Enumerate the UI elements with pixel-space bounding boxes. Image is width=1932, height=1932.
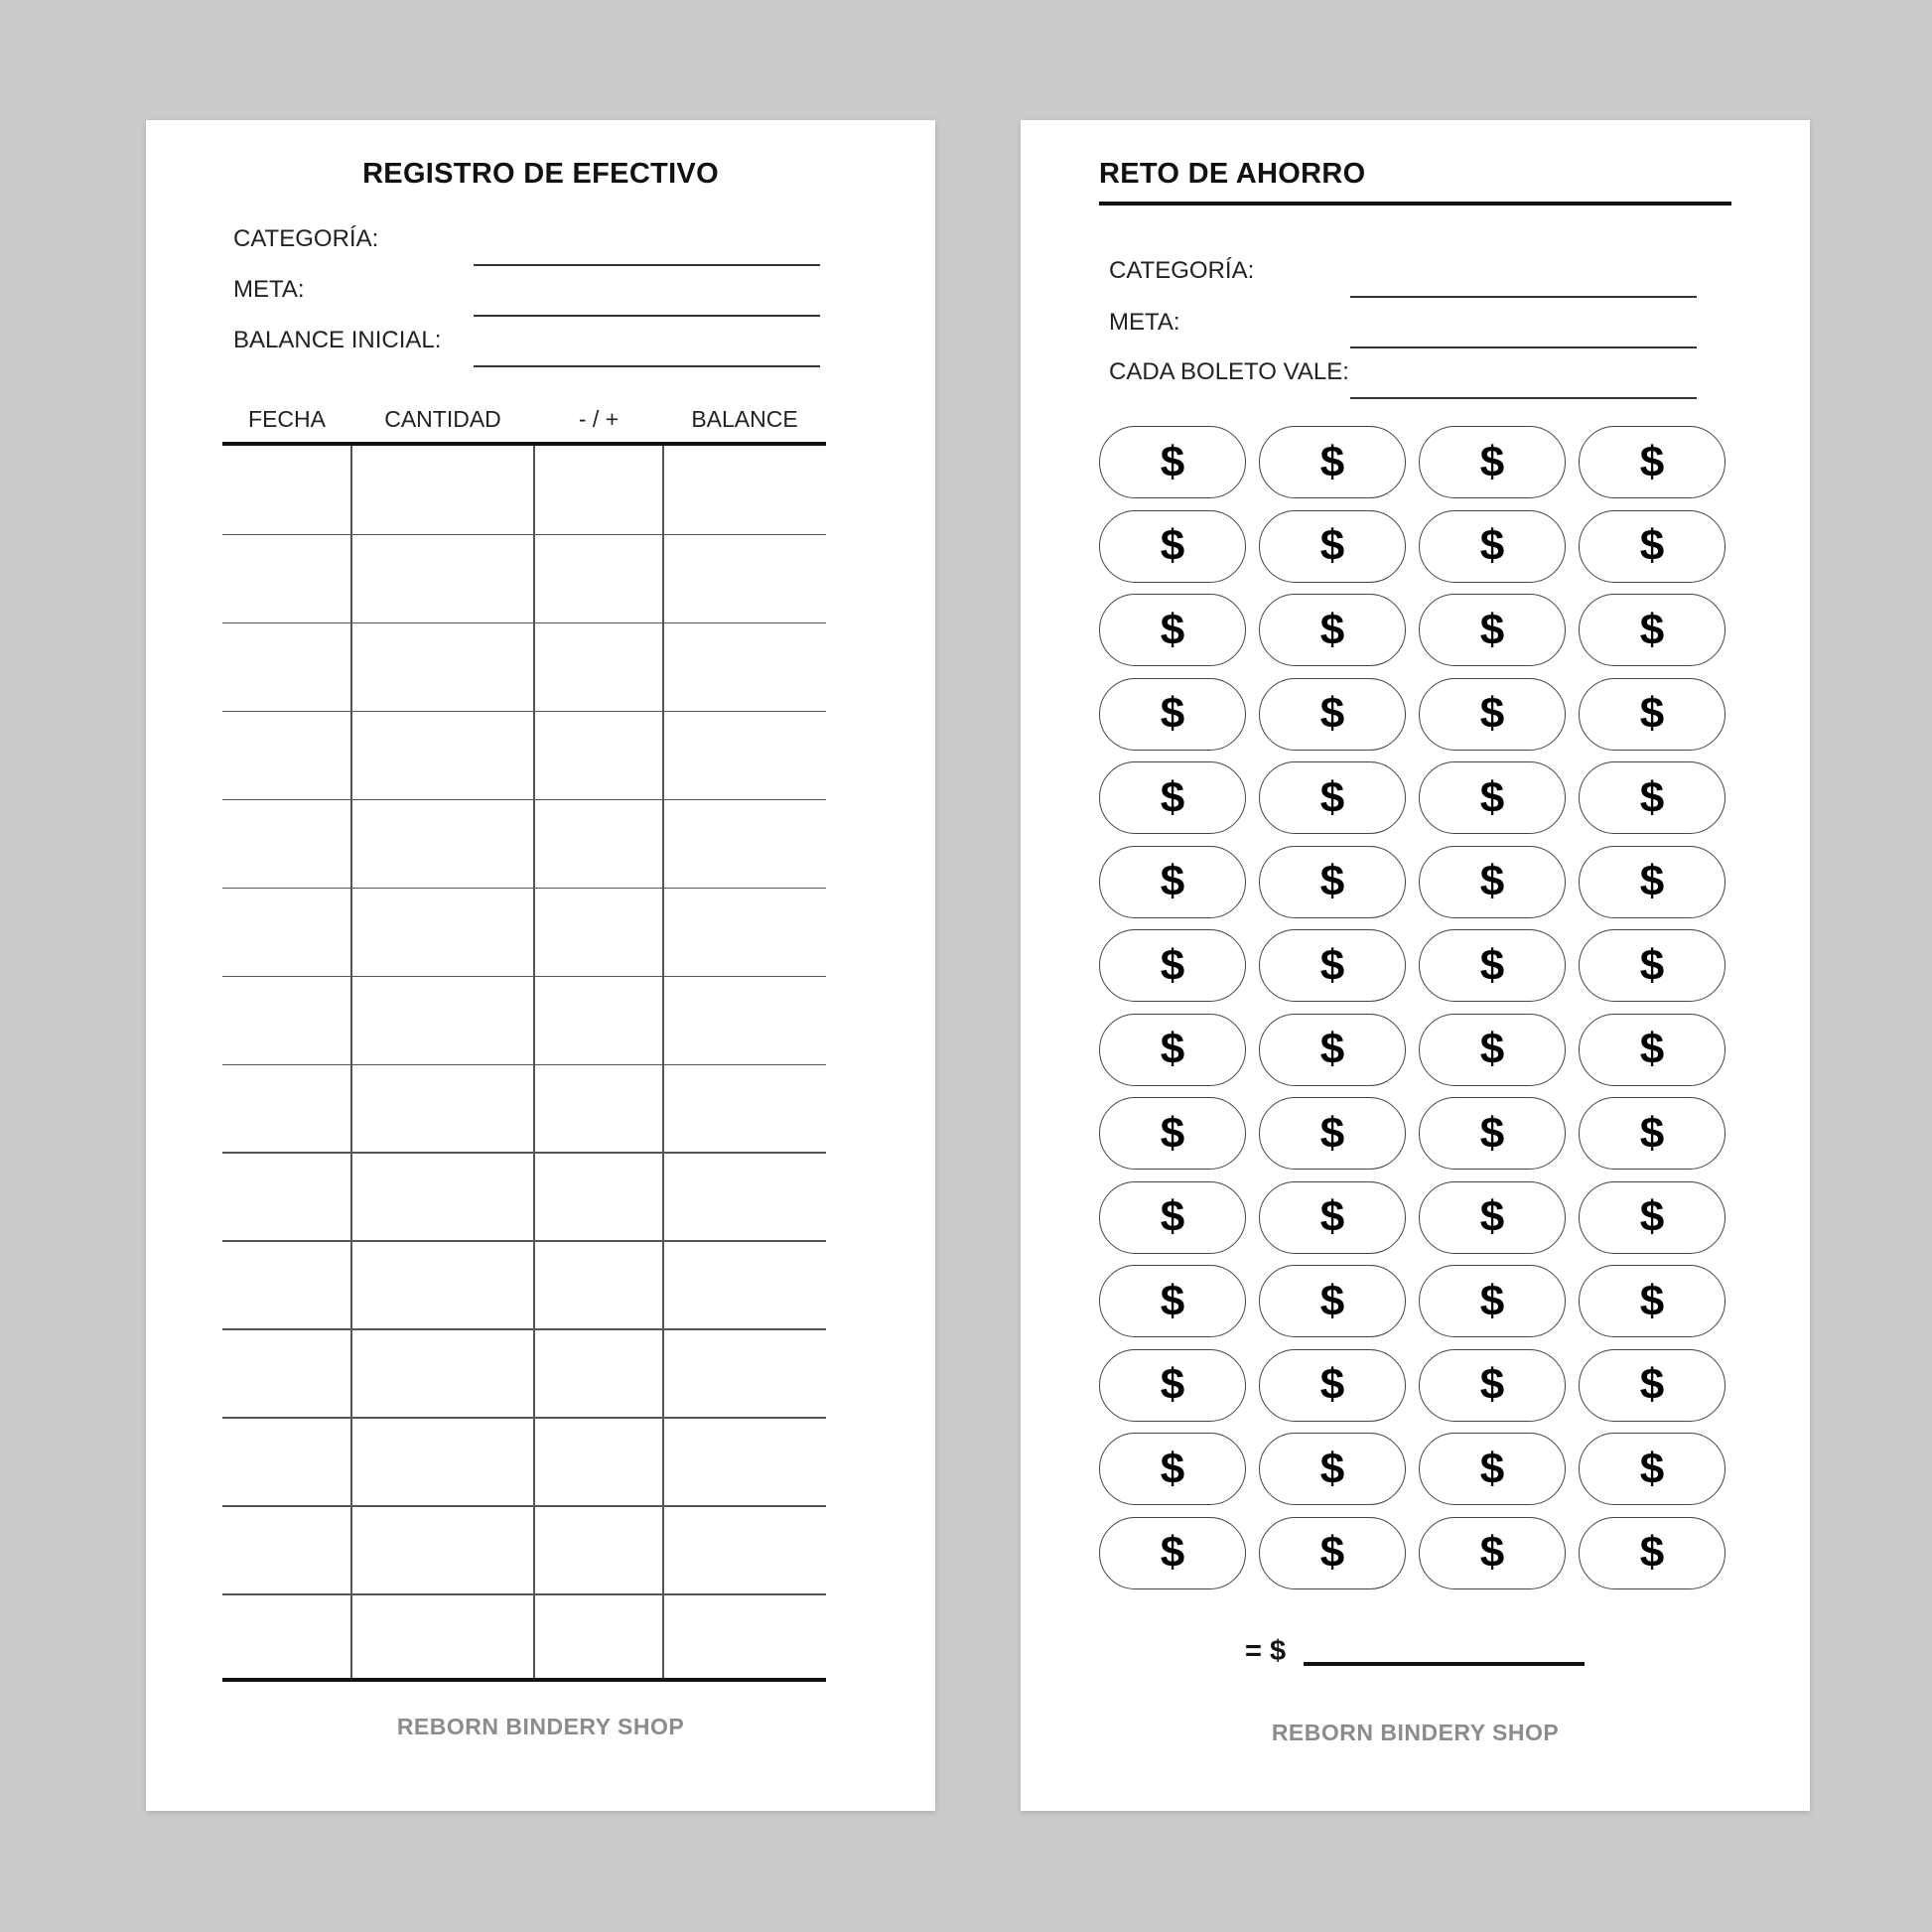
cash-register-card — [146, 120, 935, 1811]
savings-ticket[interactable]: $ — [1099, 1517, 1246, 1589]
savings-ticket[interactable]: $ — [1419, 761, 1566, 834]
savings-ticket[interactable]: $ — [1579, 594, 1725, 666]
category-label: CATEGORÍA: — [1109, 257, 1255, 284]
table-row-divider — [222, 1064, 826, 1066]
savings-ticket[interactable]: $ — [1579, 1433, 1725, 1505]
table-row-divider — [222, 976, 826, 978]
savings-ticket[interactable]: $ — [1099, 1097, 1246, 1170]
savings-ticket[interactable]: $ — [1099, 761, 1246, 834]
savings-ticket[interactable]: $ — [1419, 929, 1566, 1002]
table-row-divider — [222, 1240, 826, 1242]
table-row-divider — [222, 1152, 826, 1154]
table-row-divider — [222, 1505, 826, 1507]
table-column-divider — [533, 446, 535, 1678]
goal-line[interactable] — [1350, 346, 1697, 348]
table-row-divider — [222, 711, 826, 713]
savings-ticket[interactable]: $ — [1579, 846, 1725, 918]
savings-ticket[interactable]: $ — [1099, 426, 1246, 498]
savings-ticket[interactable]: $ — [1419, 1265, 1566, 1337]
table-bottom-rule — [222, 1678, 826, 1682]
ticket-value-label: CADA BOLETO VALE: — [1109, 358, 1349, 385]
goal-label: META: — [233, 276, 305, 303]
savings-ticket[interactable]: $ — [1579, 678, 1725, 751]
savings-ticket[interactable]: $ — [1419, 1433, 1566, 1505]
table-row-divider — [222, 622, 826, 624]
column-header-date: FECHA — [248, 406, 326, 432]
savings-ticket[interactable]: $ — [1419, 1014, 1566, 1086]
savings-ticket[interactable]: $ — [1419, 1181, 1566, 1254]
savings-ticket[interactable]: $ — [1579, 1097, 1725, 1170]
savings-ticket[interactable]: $ — [1419, 594, 1566, 666]
savings-ticket[interactable]: $ — [1259, 1181, 1406, 1254]
savings-ticket[interactable]: $ — [1259, 678, 1406, 751]
savings-ticket[interactable]: $ — [1099, 1014, 1246, 1086]
title-rule — [1099, 202, 1731, 206]
brand-footer: REBORN BINDERY SHOP — [396, 1714, 685, 1739]
savings-ticket[interactable]: $ — [1259, 426, 1406, 498]
savings-ticket[interactable]: $ — [1259, 1433, 1406, 1505]
table-top-rule — [222, 442, 826, 446]
category-line[interactable] — [474, 264, 820, 266]
savings-ticket[interactable]: $ — [1099, 1433, 1246, 1505]
savings-ticket[interactable]: $ — [1099, 929, 1246, 1002]
table-row-divider — [222, 799, 826, 801]
savings-ticket[interactable]: $ — [1099, 1265, 1246, 1337]
savings-ticket[interactable]: $ — [1259, 929, 1406, 1002]
table-column-divider — [350, 446, 352, 1678]
savings-challenge-card — [1021, 120, 1810, 1811]
brand-footer: REBORN BINDERY SHOP — [1271, 1720, 1560, 1745]
column-header-sign: - / + — [578, 406, 620, 432]
savings-ticket[interactable]: $ — [1579, 1014, 1725, 1086]
total-label: = $ — [1245, 1635, 1287, 1667]
savings-ticket[interactable]: $ — [1419, 1097, 1566, 1170]
table-row-divider — [222, 1417, 826, 1419]
ticket-grid — [1099, 426, 1725, 1589]
savings-ticket[interactable]: $ — [1419, 426, 1566, 498]
goal-line[interactable] — [474, 315, 820, 317]
table-row-divider — [222, 1328, 826, 1330]
category-line[interactable] — [1350, 296, 1697, 298]
savings-ticket[interactable]: $ — [1419, 1517, 1566, 1589]
savings-ticket[interactable]: $ — [1419, 678, 1566, 751]
savings-ticket[interactable]: $ — [1099, 594, 1246, 666]
savings-ticket[interactable]: $ — [1099, 510, 1246, 583]
savings-ticket[interactable]: $ — [1579, 510, 1725, 583]
column-header-balance: BALANCE — [691, 406, 798, 432]
savings-ticket[interactable]: $ — [1419, 1349, 1566, 1422]
initial-balance-label: BALANCE INICIAL: — [233, 327, 442, 353]
table-row-divider — [222, 1593, 826, 1595]
savings-ticket[interactable]: $ — [1099, 1349, 1246, 1422]
savings-ticket[interactable]: $ — [1419, 510, 1566, 583]
savings-ticket[interactable]: $ — [1579, 1517, 1725, 1589]
savings-ticket[interactable]: $ — [1259, 761, 1406, 834]
cash-register-table[interactable] — [222, 442, 826, 1682]
total-line[interactable] — [1304, 1662, 1585, 1666]
savings-ticket[interactable]: $ — [1579, 761, 1725, 834]
savings-ticket[interactable]: $ — [1099, 1181, 1246, 1254]
table-column-divider — [662, 446, 664, 1678]
savings-ticket[interactable]: $ — [1579, 1181, 1725, 1254]
savings-ticket[interactable]: $ — [1259, 1265, 1406, 1337]
table-row-divider — [222, 888, 826, 890]
savings-ticket[interactable]: $ — [1259, 510, 1406, 583]
savings-ticket[interactable]: $ — [1579, 929, 1725, 1002]
column-header-amount: CANTIDAD — [384, 406, 501, 432]
savings-ticket[interactable]: $ — [1419, 846, 1566, 918]
savings-ticket[interactable]: $ — [1259, 1097, 1406, 1170]
initial-balance-line[interactable] — [474, 365, 820, 367]
savings-ticket[interactable]: $ — [1579, 426, 1725, 498]
savings-ticket[interactable]: $ — [1259, 846, 1406, 918]
savings-ticket[interactable]: $ — [1259, 1517, 1406, 1589]
savings-ticket[interactable]: $ — [1099, 678, 1246, 751]
savings-ticket[interactable]: $ — [1259, 1014, 1406, 1086]
savings-ticket[interactable]: $ — [1259, 594, 1406, 666]
savings-ticket[interactable]: $ — [1579, 1349, 1725, 1422]
ticket-value-line[interactable] — [1350, 397, 1697, 399]
table-row-divider — [222, 534, 826, 536]
savings-ticket[interactable]: $ — [1259, 1349, 1406, 1422]
category-label: CATEGORÍA: — [233, 225, 379, 252]
savings-ticket[interactable]: $ — [1579, 1265, 1725, 1337]
goal-label: META: — [1109, 309, 1180, 336]
savings-challenge-title: RETO DE AHORRO — [1099, 158, 1366, 190]
savings-ticket[interactable]: $ — [1099, 846, 1246, 918]
cash-register-title: REGISTRO DE EFECTIVO — [362, 158, 719, 190]
